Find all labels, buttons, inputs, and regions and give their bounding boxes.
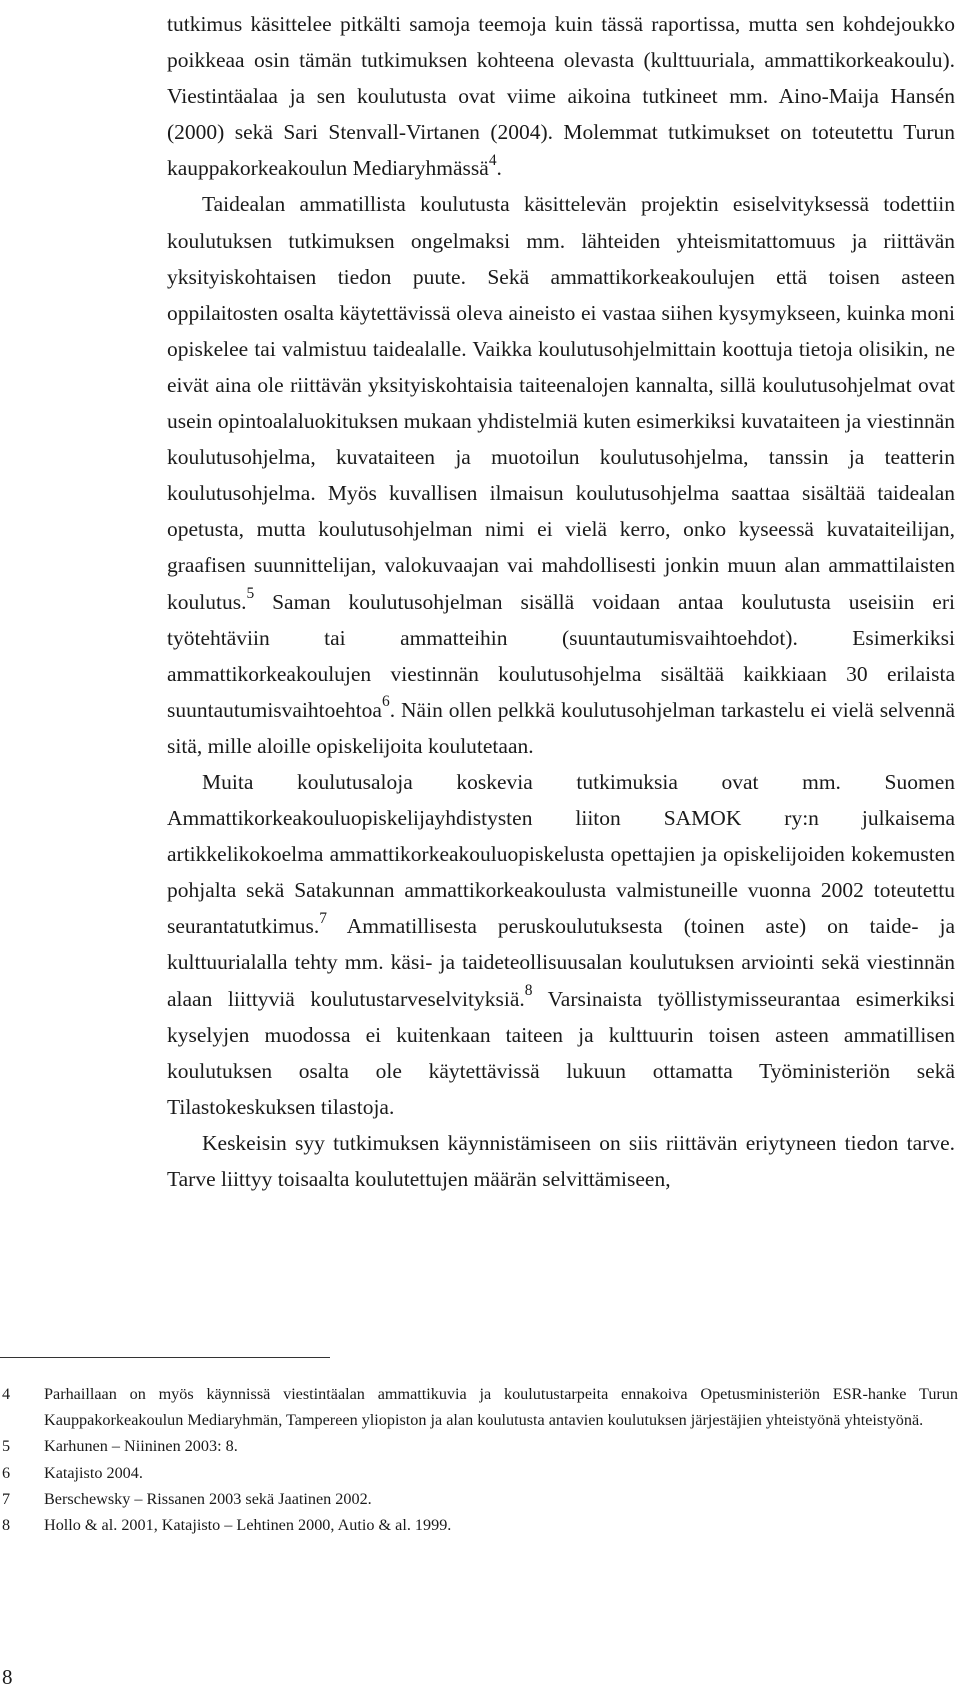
paragraph-2-text-c: . Näin ollen pelkkä koulutusohjelman tarkastelu ei vielä selvennä sitä, mille aloille opiskelijoita koulutetaan. — [167, 697, 955, 758]
page-number: 8 — [2, 1665, 13, 1689]
paragraph-3 — [167, 764, 955, 1125]
paragraph-3-text-b: Ammatillisesta peruskoulutuksesta (toinen aste) on taide- ja kulttuurialalla tehty mm. käsi- ja taideteollisuusalan koulutuksen arviointi sekä viestinnän alaan liittyviä koulutustarveselvityksiä. — [167, 914, 955, 1011]
paragraph-1-text-b: . — [496, 156, 502, 181]
footnotes — [0, 1381, 958, 1538]
footnote-number: 8 — [2, 1516, 11, 1535]
footnote-ref-7[interactable]: 7 — [319, 909, 327, 927]
footnote-8 — [0, 1512, 958, 1538]
paragraph-2-text-a: Taidealan ammatillista koulutusta käsittelevän projektin esiselvityksessä todettiin koulutuksen tutkimuksen ongelmaksi mm. lähteiden yhteismitattomuus ja riittävän yksityiskohtaisen tiedon puute. Sekä ammattikorkeakoulujen että toisen asteen oppilaitosten osalta käytettävissä oleva aineisto ei vastaa siihen kysymykseen, kuinka moni opiskelee tai valmistuu taidealalle. Vaikka koulutusohjelmittain koottuja tietoja olisikin, ne eivät aina ole riittävän yksityiskohtaisia taiteenalojen kannalta, sillä koulutusohjelmat ovat usein opintoalaluokituksen mukaan yhdistelmiä kuten esimerkiksi kuvataiteen ja viestinnän koulutusohjelma, kuvataiteen ja muotoilun koulutusohjelma, tanssin ja teatterin koulutusohjelma. Myös kuvallisen ilmaisun koulutusohjelma saattaa sisältää taidealan opetusta, mutta koulutusohjelman nimi ei vielä kerro, onko kyseessä kuvataiteilijan, graafisen suunnittelijan, valokuvaajan vai mahdollisesti jonkin muun alan ammattilaisten koulutus. — [167, 192, 955, 614]
main-body-text — [167, 6, 955, 1197]
paragraph-4-text: Keskeisin syy tutkimuksen käynnistämiseen on siis riittävän eriytyneen tiedon tarve. Tarve liittyy toisaalta koulutettujen määrän selvittämiseen, — [167, 1130, 955, 1191]
paragraph-3-text-c: Varsinaista työllistymisseurantaa esimerkiksi kyselyjen muodossa ei kuitenkaan taiteen ja kulttuurin toisen asteen ammatillisen koulutuksen osalta ole käytettävissä lukuun ottamatta Työministeriön sekä Tilastokeskuksen tilastoja. — [167, 986, 955, 1119]
footnote-text: Hollo & al. 2001, Katajisto – Lehtinen 2000, Autio & al. 1999. — [44, 1516, 452, 1535]
footnote-ref-8[interactable]: 8 — [524, 982, 533, 1000]
paragraph-1-text-a: tutkimus käsittelee pitkälti samoja teemoja kuin tässä raportissa, mutta sen kohdejoukko poikkeaa osin tämän tutkimuksen kohteena olevasta (kulttuuriala, ammattikorkeakoulu). Viestintäalaa ja sen koulutusta ovat viime aikoina tutkineet mm. Aino-Maija Hansén (2000) sekä Sari Stenvall-Virtanen (2004). Molemmat tutkimukset on toteutettu Turun kauppakorkeakoulun Mediaryhmässä — [167, 12, 955, 181]
footnote-text: Berschewsky – Rissanen 2003 sekä Jaatinen 2002. — [44, 1489, 372, 1508]
footnote-ref-6[interactable]: 6 — [381, 693, 390, 711]
footnote-ref-4[interactable]: 4 — [488, 151, 497, 169]
footnote-number: 7 — [2, 1489, 11, 1508]
footnote-4 — [0, 1381, 958, 1433]
footnote-text: Parhaillaan on myös käynnissä viestintäalan ammattikuvia ja koulutustarpeita ennakoiva Opetusministeriön ESR-hanke Turun Kauppakorkeakoulun Mediaryhmän, Tampereen yliopiston ja alan koulutusta antavien koulutuksen järjestäjien yhteistyönä yhteistyönä. — [44, 1385, 958, 1430]
footnote-7 — [0, 1486, 958, 1512]
footnote-text: Karhunen – Niininen 2003: 8. — [44, 1437, 238, 1456]
footnote-ref-5[interactable]: 5 — [246, 585, 255, 603]
footnote-6 — [0, 1460, 958, 1486]
footnote-number: 4 — [2, 1385, 11, 1403]
footnote-text: Katajisto 2004. — [44, 1463, 143, 1482]
footnote-number: 6 — [2, 1463, 11, 1482]
paragraph-4 — [167, 1125, 955, 1197]
paragraph-2-text-b: Saman koulutusohjelman sisällä voidaan antaa koulutusta useisiin eri työtehtäviin tai ammatteihin (suuntautumisvaihtoehdot). Esimerkiksi ammattikorkeakoulujen viestinnän koulutusohjelma sisältää kaikkiaan 30 erilaista suuntautumisvaihtoehtoa — [167, 589, 955, 722]
footnote-separator — [0, 1357, 330, 1358]
paragraph-3-text-a: Muita koulutusaloja koskevia tutkimuksia ovat mm. Suomen Ammattikorkeakouluopiskelijayhdistysten liiton SAMOK ry:n julkaisema artikkelikokoelma ammattikorkeakouluopiskelusta opettajien ja opiskelijoiden kokemusten pohjalta sekä Satakunnan ammattikorkeakoulusta valmistuneille vuonna 2002 toteutettu seurantatutkimus. — [167, 769, 955, 939]
footnote-5 — [0, 1433, 958, 1459]
footnote-number: 5 — [2, 1437, 11, 1456]
paragraph-1 — [167, 6, 955, 186]
paragraph-2 — [167, 186, 955, 764]
